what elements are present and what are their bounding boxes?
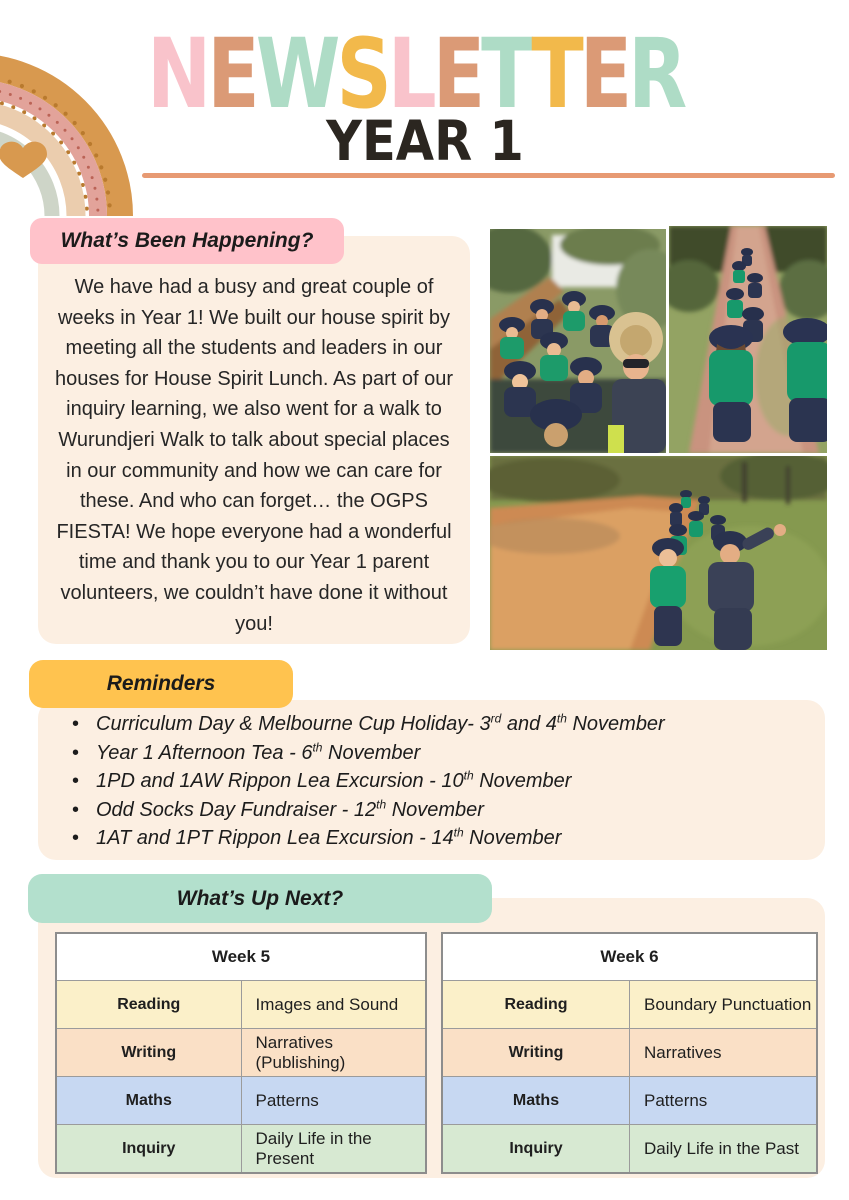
subject-topic: Narratives (Publishing) xyxy=(241,1029,426,1077)
title-letter: E xyxy=(432,18,482,130)
subject-topic: Images and Sound xyxy=(241,981,426,1029)
subject-label: Reading xyxy=(442,981,630,1029)
title-letter: L xyxy=(387,18,433,130)
title-letter: R xyxy=(628,18,684,130)
week-table-row xyxy=(442,981,817,1029)
rainbow-decoration xyxy=(0,24,140,216)
week-table-row xyxy=(442,1029,817,1077)
subject-label: Writing xyxy=(442,1029,630,1077)
week-table xyxy=(441,932,818,1174)
newsletter-subtitle: YEAR 1 xyxy=(326,109,524,173)
title-letter: T xyxy=(481,18,532,130)
subject-label: Inquiry xyxy=(442,1125,630,1174)
subject-topic: Patterns xyxy=(241,1077,426,1125)
reminder-item: • Curriculum Day & Melbourne Cup Holiday- 3rd and 4th November xyxy=(68,710,808,739)
whats-up-next-badge xyxy=(28,874,492,923)
week-table xyxy=(55,932,427,1174)
title-letter: W xyxy=(255,18,337,130)
week-table-row xyxy=(56,1125,426,1174)
subject-topic: Patterns xyxy=(630,1077,818,1125)
title-letter: E xyxy=(579,18,629,130)
happening-card xyxy=(38,236,470,644)
subject-label: Reading xyxy=(56,981,241,1029)
title-letter: T xyxy=(531,18,580,130)
title-letter: E xyxy=(207,18,256,130)
foreground-child-left xyxy=(709,325,753,442)
happening-body: We have had a busy and great couple of weeks in Year 1! We built our house spirit by meeting all the students and leaders in our houses for House Spirit Lunch. As part of our inquiry learning, we also went for a walk to Wurundjeri Walk to talk about special places in our community and how we can care for these. And who can forget… the OGPS FIESTA! We hope everyone had a wonderful time and thank you to our Year 1 parent volunteers, we couldn’t have done it without you! xyxy=(55,276,453,635)
week-table-header: Week 5 xyxy=(56,933,426,981)
happening-badge xyxy=(30,218,344,264)
subject-label: Writing xyxy=(56,1029,241,1077)
reminder-item: • Odd Socks Day Fundraiser - 12th November xyxy=(68,796,808,825)
week-table-header: Week 6 xyxy=(442,933,817,981)
reminders-badge xyxy=(29,660,293,708)
photo-path-walk xyxy=(669,226,827,453)
whats-up-next-badge-label: What’s Up Next? xyxy=(176,886,344,910)
title-letter: S xyxy=(336,18,388,130)
subject-topic: Narratives xyxy=(630,1029,818,1077)
header-underline xyxy=(142,173,835,178)
reminder-item: • Year 1 Afternoon Tea - 6th November xyxy=(68,739,808,768)
subject-label: Inquiry xyxy=(56,1125,241,1174)
foreground-child-right xyxy=(783,318,827,442)
subject-topic: Daily Life in the Present xyxy=(241,1125,426,1174)
reminders-list xyxy=(68,710,808,853)
reminder-item: • 1AT and 1PT Rippon Lea Excursion - 14th November xyxy=(68,824,808,853)
reminder-item: • 1PD and 1AW Rippon Lea Excursion - 10th November xyxy=(68,767,808,796)
title-letter: N xyxy=(147,18,208,130)
photo-dirt-road-walk xyxy=(490,456,827,650)
week-table-row xyxy=(56,981,426,1029)
subject-label: Maths xyxy=(56,1077,241,1125)
subject-topic: Daily Life in the Past xyxy=(630,1125,818,1174)
week-table-row xyxy=(56,1029,426,1077)
week-table-row xyxy=(56,1077,426,1125)
week-table-row xyxy=(442,1077,817,1125)
week-table-row xyxy=(442,1125,817,1174)
reminders-badge-label: Reminders xyxy=(106,672,216,695)
newsletter-title xyxy=(147,18,684,130)
photo-collage xyxy=(490,226,827,650)
photo-group-selfie xyxy=(490,229,666,453)
subject-topic: Boundary Punctuation xyxy=(630,981,818,1029)
happening-badge-label: What’s Been Happening? xyxy=(60,229,314,252)
subject-label: Maths xyxy=(442,1077,630,1125)
